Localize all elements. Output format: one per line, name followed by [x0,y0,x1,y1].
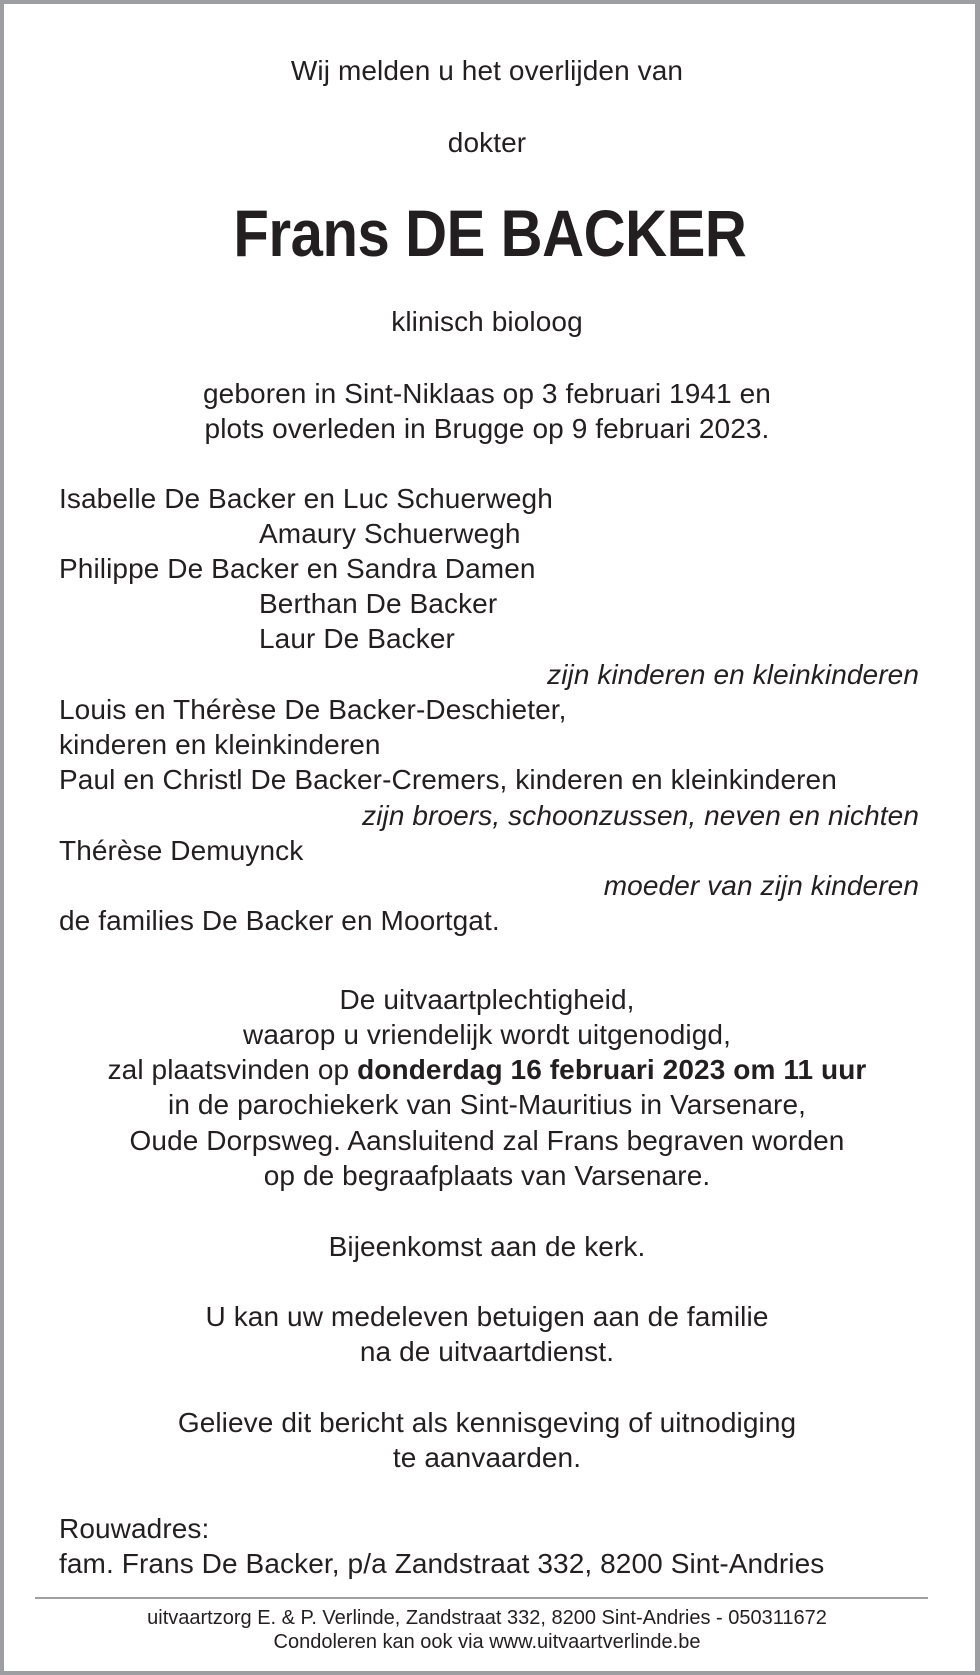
intro-text: Wij melden u het overlijden van [290,55,684,86]
condolence-online [4,1630,975,1654]
address-label: Rouwadres: [59,1513,210,1544]
service-date-line [4,1053,975,1087]
service-line: Oude Dorpsweg. Aansluitend zal Frans begraven worden [129,1125,845,1156]
family-relation-label: zijn broers, schoonzussen, neven en nichten [362,800,919,831]
family-line: Thérèse Demuynck [59,835,304,866]
service-date: donderdag 16 februari 2023 om 11 uur [357,1054,867,1085]
family-line: Laur De Backer [259,623,455,654]
profession: klinisch bioloog [391,306,583,337]
birth-line: geboren in Sint-Niklaas op 3 februari 1941 en [203,378,771,409]
condolence-online-prefix: Condoleren kan ook via [273,1631,490,1653]
death-line: plots overleden in Brugge op 9 februari 2023. [204,413,770,444]
funeral-home-website-link[interactable]: www.uitvaartverlinde.be [489,1631,701,1653]
family-relation-label: moeder van zijn kinderen [603,870,919,901]
family-line: de families De Backer en Moortgat. [59,905,500,936]
condolence-line: na de uitvaartdienst. [359,1336,615,1367]
family-line: Isabelle De Backer en Luc Schuerwegh [59,483,553,514]
title-prefix: dokter [447,127,527,158]
service-date-prefix: zal plaatsvinden op [107,1054,358,1085]
condolence-line: U kan uw medeleven betuigen aan de familie [205,1301,769,1332]
family-line: Louis en Thérèse De Backer-Deschieter, [59,694,567,725]
funeral-home-info: uitvaartzorg E. & P. Verlinde, Zandstraat 332, 8200 Sint-Andries - 050311672 [147,1607,827,1629]
family-line: Philippe De Backer en Sandra Damen [59,553,536,584]
family-line: kinderen en kleinkinderen [59,729,381,760]
acceptance-line: Gelieve dit bericht als kennisgeving of uitnodiging [177,1407,797,1438]
service-line: op de begraafplaats van Varsenare. [263,1160,711,1191]
service-line: De uitvaartplechtigheid, [339,984,635,1015]
service-line: in de parochiekerk van Sint-Mauritius in Varsenare, [168,1089,806,1120]
acceptance-line: te aanvaarden. [392,1442,582,1473]
family-relation-label: zijn kinderen en kleinkinderen [547,659,919,690]
gathering-text: Bijeenkomst aan de kerk. [328,1231,646,1262]
address-value: fam. Frans De Backer, p/a Zandstraat 332, 8200 Sint-Andries [59,1548,825,1579]
family-line: Paul en Christl De Backer-Cremers, kinderen en kleinkinderen [59,764,837,795]
family-line: Amaury Schuerwegh [259,518,521,549]
deceased-name: Frans DE BACKER [233,196,747,270]
family-line: Berthan De Backer [259,588,498,619]
footer-divider [35,1597,928,1599]
service-line: waarop u vriendelijk wordt uitgenodigd, [243,1019,731,1050]
